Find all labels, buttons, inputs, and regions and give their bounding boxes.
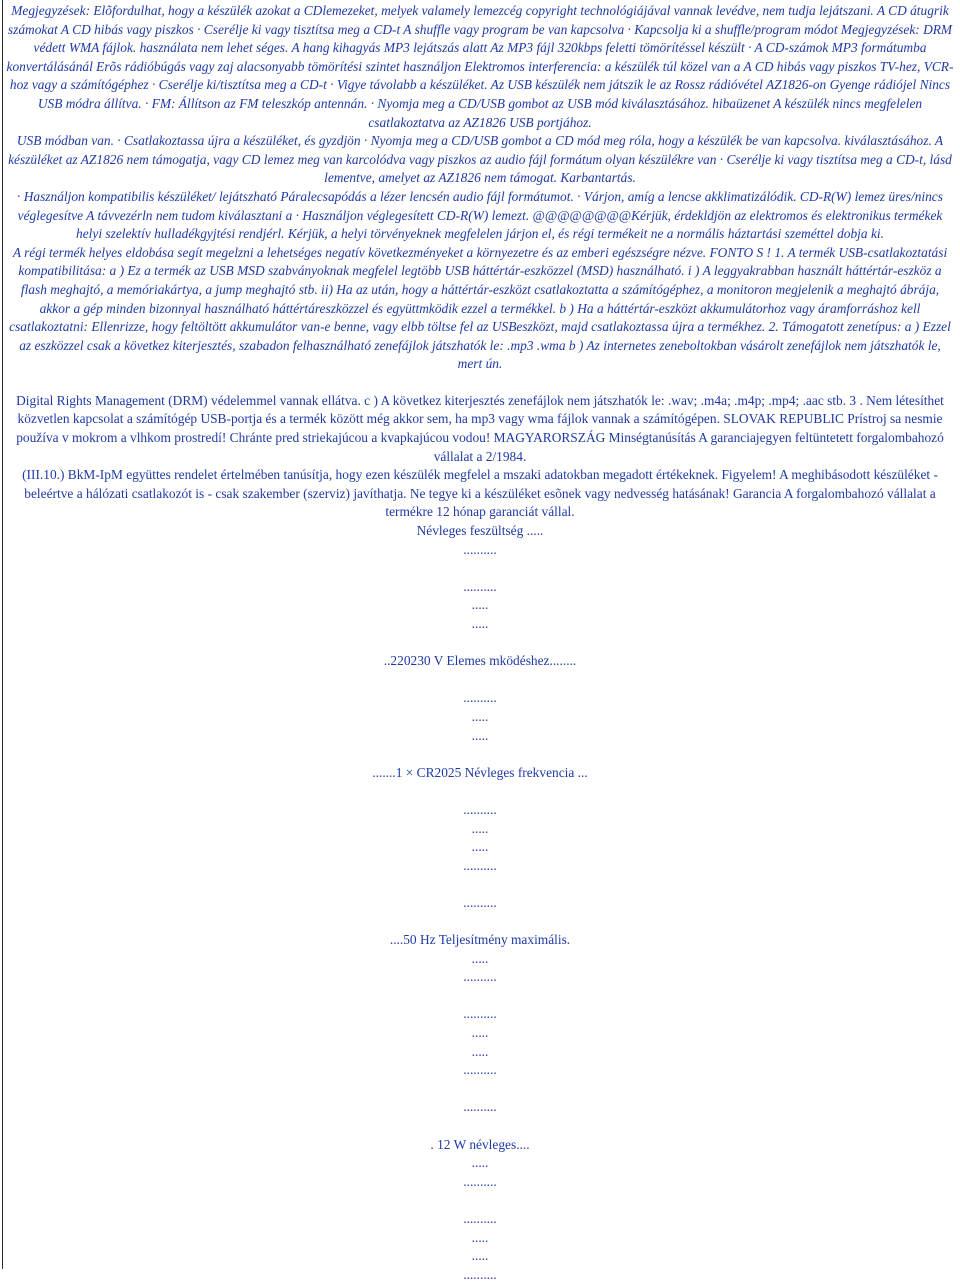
page-left-border bbox=[2, 0, 3, 1269]
spec-list bbox=[6, 522, 954, 1284]
spec-line: .......... bbox=[463, 578, 497, 594]
spec-line: .......... bbox=[463, 1062, 497, 1078]
paragraph-drm: Digital Rights Management (DRM) védelemmel vannak ellátva. c ) A következ kiterjesztés zenefájlok nem játszhatók le: .wav; .m4a; .m4p; .mp4; .aac stb. 3 . Nem létesíthet közvetlen kapcsolat a számítógép USB-portja és a termék között még akkor sem, ha mp3 vagy wma fájlok vannak a számítógépen. SLOVAK REPUBLIC Prístroj sa nesmie používa v mokrom a vlhkom prostredí! Chránte pred striekajúcou a kvapkajúcou vodou! MAGYARORSZÁG Minségtanúsítás A garanciajegyen feltüntetett forgalombahozó vállalat a 2/1984. bbox=[16, 392, 944, 464]
spec-line: .......... bbox=[463, 857, 497, 873]
spec-line bbox=[6, 987, 954, 1006]
spec-line: ..... bbox=[471, 708, 489, 724]
spec-line: . 12 W névleges.... bbox=[430, 1136, 530, 1152]
spec-line: .......... bbox=[463, 969, 497, 985]
spec-line bbox=[6, 634, 954, 653]
paragraph-warranty: (III.10.) BkM-IpM együttes rendelet értelmében tanúsítja, hogy ezen készülék megfelel a mszaki adatokban megadott értékeknek. Figyelem! A meghibásodott készüléket - beleértve a hálózati csatlakozót is - csak szakember (szerviz) javíthatja. Ne tegye ki a készüléket esõnek vagy nedvesség hatásának! Garancia A forgalombahozó vállalat a termékre 12 hónap garanciát vállal. bbox=[22, 467, 938, 520]
spec-line: ..... bbox=[471, 616, 489, 631]
spec-line bbox=[6, 913, 954, 932]
spec-line bbox=[6, 671, 954, 690]
spec-line bbox=[6, 782, 954, 801]
spec-line: .......... bbox=[463, 1006, 497, 1022]
spec-line: ....50 Hz Teljesítmény maximális. bbox=[389, 932, 571, 948]
spec-line: ..... bbox=[471, 950, 489, 966]
spec-line: .......... bbox=[463, 1173, 497, 1189]
spec-line: .......... bbox=[463, 1211, 497, 1226]
paragraph-disposal-usb: A régi termék helyes eldobása segít megelzni a lehetséges negatív következményeket a környezetre és az emberi egészségre nézve. FONTO S ! 1. A termék USB-csatlakoztatási kompatibilitása: a ) Ez a termék az USB MSD szabványoknak megfelel legtöbb USB háttértár-eszközzel (MSD) használható. i ) A leggyakrabban használt háttértár-eszköz a flash meghajtó, a memóriakártya, a jump meghajtó stb. ii) Ha az után, hogy a háttértár-eszközt csatlakoztatta a számítógéphez, a monitoron megjelenik a meghajtó ábrája, akkor a gép minden bizonnyal használható háttértáreszközzel és együttmködik ezzel a termékkel. b ) Ha a háttértár-eszközt akkumulátorhoz vagy áramforráshoz kell csatlakoztatni: Ellenrizze, hogy feltöltött akkumulátor van-e benne, vagy elbb töltse fel az USBeszközt, majd csatlakoztassa újra a termékhez. 2. Támogatott zenetípus: a ) Ezzel az eszközzel csak a következ kiterjesztés, szabadon felhasználható zenefájlok játszhatók le: .mp3 .wma b ) Az internetes zeneboltokban vásárolt zenefájlok nem játszhatók le, mert ún. bbox=[9, 244, 951, 372]
spec-line: ..... bbox=[471, 839, 489, 855]
paragraph-compatibility: · Használjon kompatibilis készüléket/ lejátszható Páralecsapódás a lézer lencsén audio fájl formátumot. · Várjon, amíg a lencse akklimatizálódik. CD-R(W) lemez üres/nincs véglegesítve A távvezérln nem tudom kiválasztani a · Használjon véglegesített CD-R(W) lemezt. @@@@@@@@Kérjük, érdekldjön az elektromos és elektronikus termékek helyi szelektív hulladékgyjtési rendjérl. Kérjük, a helyi törvényeknek megfelelen járjon el, és régi termékeit ne a normális háztartási szeméttel dobja ki. bbox=[17, 188, 943, 242]
spec-line: .......... bbox=[463, 894, 497, 910]
spec-line bbox=[6, 1117, 954, 1136]
spec-line: .......... bbox=[463, 1099, 497, 1115]
spec-line: ..... bbox=[471, 1155, 489, 1171]
spec-line: ..... bbox=[471, 820, 489, 836]
spec-line: .......... bbox=[463, 690, 497, 706]
spec-line: .......... bbox=[463, 1266, 497, 1282]
spec-line: ..... bbox=[471, 1025, 489, 1041]
paragraph-usb-mode: USB módban van. · Csatlakoztassa újra a készüléket, és gyzdjön · Nyomja meg a CD/USB gombot a CD mód meg róla, hogy a készülék be van kapcsolva. kiválasztásához. A készüléket az AZ1826 nem támogatja, vagy CD lemez meg van karcolódva vagy piszkos az audio fájl formátum olyan készülékre van · Cserélje ki vagy tisztítsa meg a CD-t, lásd lementve, amelyet az AZ1826 nem támogat. Karbantartás. bbox=[8, 133, 952, 186]
spec-line bbox=[6, 1191, 954, 1210]
spec-line: Névleges feszültség ..... bbox=[416, 523, 544, 539]
body-text bbox=[6, 2, 954, 522]
spec-line: ..... bbox=[471, 727, 489, 743]
spec-line: ..220230 V Elemes mködéshez........ bbox=[383, 653, 577, 669]
paragraph-troubleshooting: Megjegyzések: Elõfordulhat, hogy a készülék azokat a CDlemezeket, melyek valamely lemezcég copyright technológiájával vannak levédve, nem tudja lejátszani. A CD átugrik számokat A CD hibás vagy piszkos · Cserélje ki vagy tisztítsa meg a CD-t A shuffle vagy program be van kapcsolva · Kapcsolja ki a shuffle/program módot Megjegyzések: DRM védett WMA fájlok. használata nem lehet séges. A hang kihagyás MP3 lejátszás alatt Az MP3 fájl 320kbps feletti tömörítéssel készült · A CD-számok MP3 formátumba konvertálásánál Erõs rádióbúgás vagy zaj alacsonyabb tömörítési szintet használjon Elektromos interferencia: a készülék túl közel van a A CD hibás vagy piszkos TV-hez, VCR-hoz vagy a számítógéphez · Cserélje ki/tisztítsa meg a CD-t · Vigye távolabb a készüléket. Az USB készülék nem játszik le az Rossz rádióvétel AZ1826-on Gyenge rádiójel Nincs USB módra állítva. · FM: Állítson az FM teleszkóp antennán. · Nyomja meg a CD/USB gombot az USB mód kiválasztásához. hibaüzenet A készülék nincs megfelelen csatlakoztatva az AZ1826 USB portjához. bbox=[6, 3, 954, 130]
spec-line: ..... bbox=[471, 597, 489, 613]
spec-line: ..... bbox=[471, 1248, 489, 1264]
spec-line: .......... bbox=[463, 801, 497, 817]
spec-line: ..... bbox=[471, 1043, 489, 1059]
spec-line bbox=[6, 745, 954, 764]
spec-line bbox=[6, 559, 954, 578]
spec-line bbox=[6, 875, 954, 894]
spec-line: .......... bbox=[463, 541, 497, 557]
paragraph-gap bbox=[6, 374, 954, 392]
spec-line: ..... bbox=[471, 1229, 489, 1245]
spec-line bbox=[6, 1080, 954, 1099]
spec-line: .......1 × CR2025 Névleges frekvencia ... bbox=[372, 764, 588, 780]
